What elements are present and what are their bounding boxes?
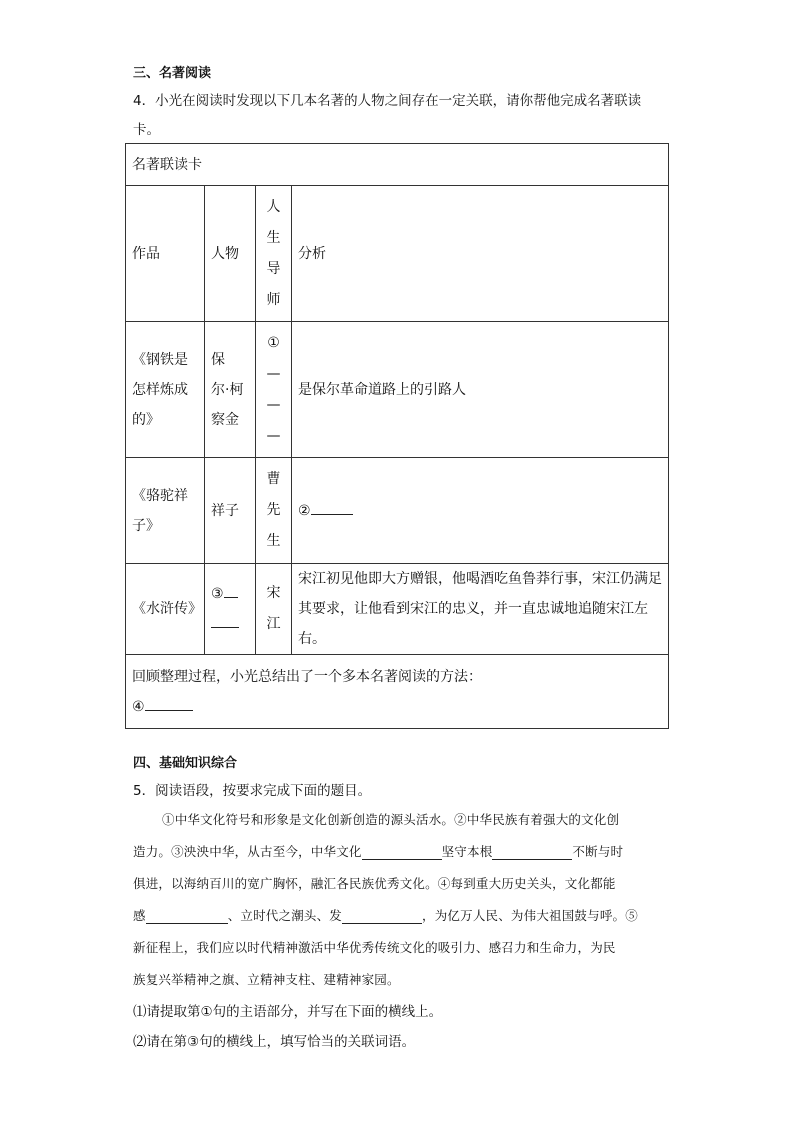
answer-blank-3[interactable]	[211, 613, 239, 628]
row1-analysis: 是保尔革命道路上的引路人	[292, 322, 669, 458]
passage-line-4: 感 、立时代之潮头、发 ，为亿万人民、为伟大祖国鼓与呼。⑤	[133, 908, 638, 923]
row3-mentor: 宋 江	[256, 564, 292, 655]
passage-line-5: 新征程上，我们应以时代精神激活中华优秀传统文化的吸引力、感召力和生命力，为民	[133, 940, 616, 955]
card-header-row	[126, 186, 669, 322]
table-row	[126, 564, 669, 655]
row1-person: 保 尔·柯 察金	[205, 322, 256, 458]
header-person: 人物	[205, 186, 256, 322]
question-4-text-line2: 卡。	[133, 122, 160, 138]
passage-line-6: 族复兴举精神之旗、立精神支柱、建精神家园。	[133, 972, 400, 987]
header-work: 作品	[126, 186, 205, 322]
row2-work: 《骆驼祥 子》	[126, 458, 205, 564]
sub-question-1: ⑴请提取第①句的主语部分，并写在下面的横线上。	[133, 1004, 443, 1020]
row3-analysis: 宋江初见他即大方赠银，他喝酒吃鱼鲁莽行事，宋江仍满足 其要求，让他看到宋江的忠义，并一直忠诚地追随宋江左右。	[292, 564, 669, 655]
question-4-text-line1: 4．小光在阅读时发现以下几本名著的人物之间存在一定关联，请你帮他完成名著联读	[133, 93, 642, 109]
question-5-text: 5．阅读语段，按要求完成下面的题目。	[133, 783, 372, 799]
passage-line-1: ①中华文化符号和形象是文化创新创造的源头活水。②中华民族有着强大的文化创	[162, 812, 620, 827]
row3-person-blank[interactable]: ③	[205, 564, 256, 655]
row3-work: 《水浒传》	[126, 564, 205, 655]
card-footer[interactable]: 回顾整理过程，小光总结出了一个多本名著阅读的方法： ④	[126, 655, 669, 729]
passage-blank-3[interactable]	[146, 908, 228, 924]
passage-line-3: 俱进，以海纳百川的宽广胸怀，融汇各民族优秀文化。④每到重大历史关头，文化都能	[133, 876, 616, 891]
table-row	[126, 458, 669, 564]
row1-work: 《钢铁是 怎样炼成 的》	[126, 322, 205, 458]
card-footer-row	[126, 655, 669, 729]
header-analysis: 分析	[292, 186, 669, 322]
card-title-row	[126, 144, 669, 186]
sub-question-2: ⑵请在第③句的横线上，填写恰当的关联词语。	[133, 1034, 416, 1050]
section-3-heading: 三、名著阅读	[133, 66, 212, 81]
row2-person: 祥子	[205, 458, 256, 564]
card-title: 名著联读卡	[126, 144, 669, 186]
reading-card-table	[125, 143, 669, 729]
header-mentor: 人 生 导 师	[256, 186, 292, 322]
answer-blank-4[interactable]	[145, 696, 193, 711]
passage-blank-1[interactable]	[362, 844, 442, 860]
answer-blank-2[interactable]	[311, 500, 353, 515]
passage-blank-2[interactable]	[492, 844, 572, 860]
passage-blank-4[interactable]	[342, 908, 422, 924]
section-4-heading: 四、基础知识综合	[133, 756, 238, 771]
passage-line-2: 造力。③泱泱中华，从古至今，中华文化 坚守本根 不断与时	[133, 844, 624, 859]
row1-mentor-blank[interactable]: ① — — —	[256, 322, 292, 458]
row2-mentor: 曹 先 生	[256, 458, 292, 564]
table-row	[126, 322, 669, 458]
row2-analysis-blank[interactable]: ②	[292, 458, 669, 564]
